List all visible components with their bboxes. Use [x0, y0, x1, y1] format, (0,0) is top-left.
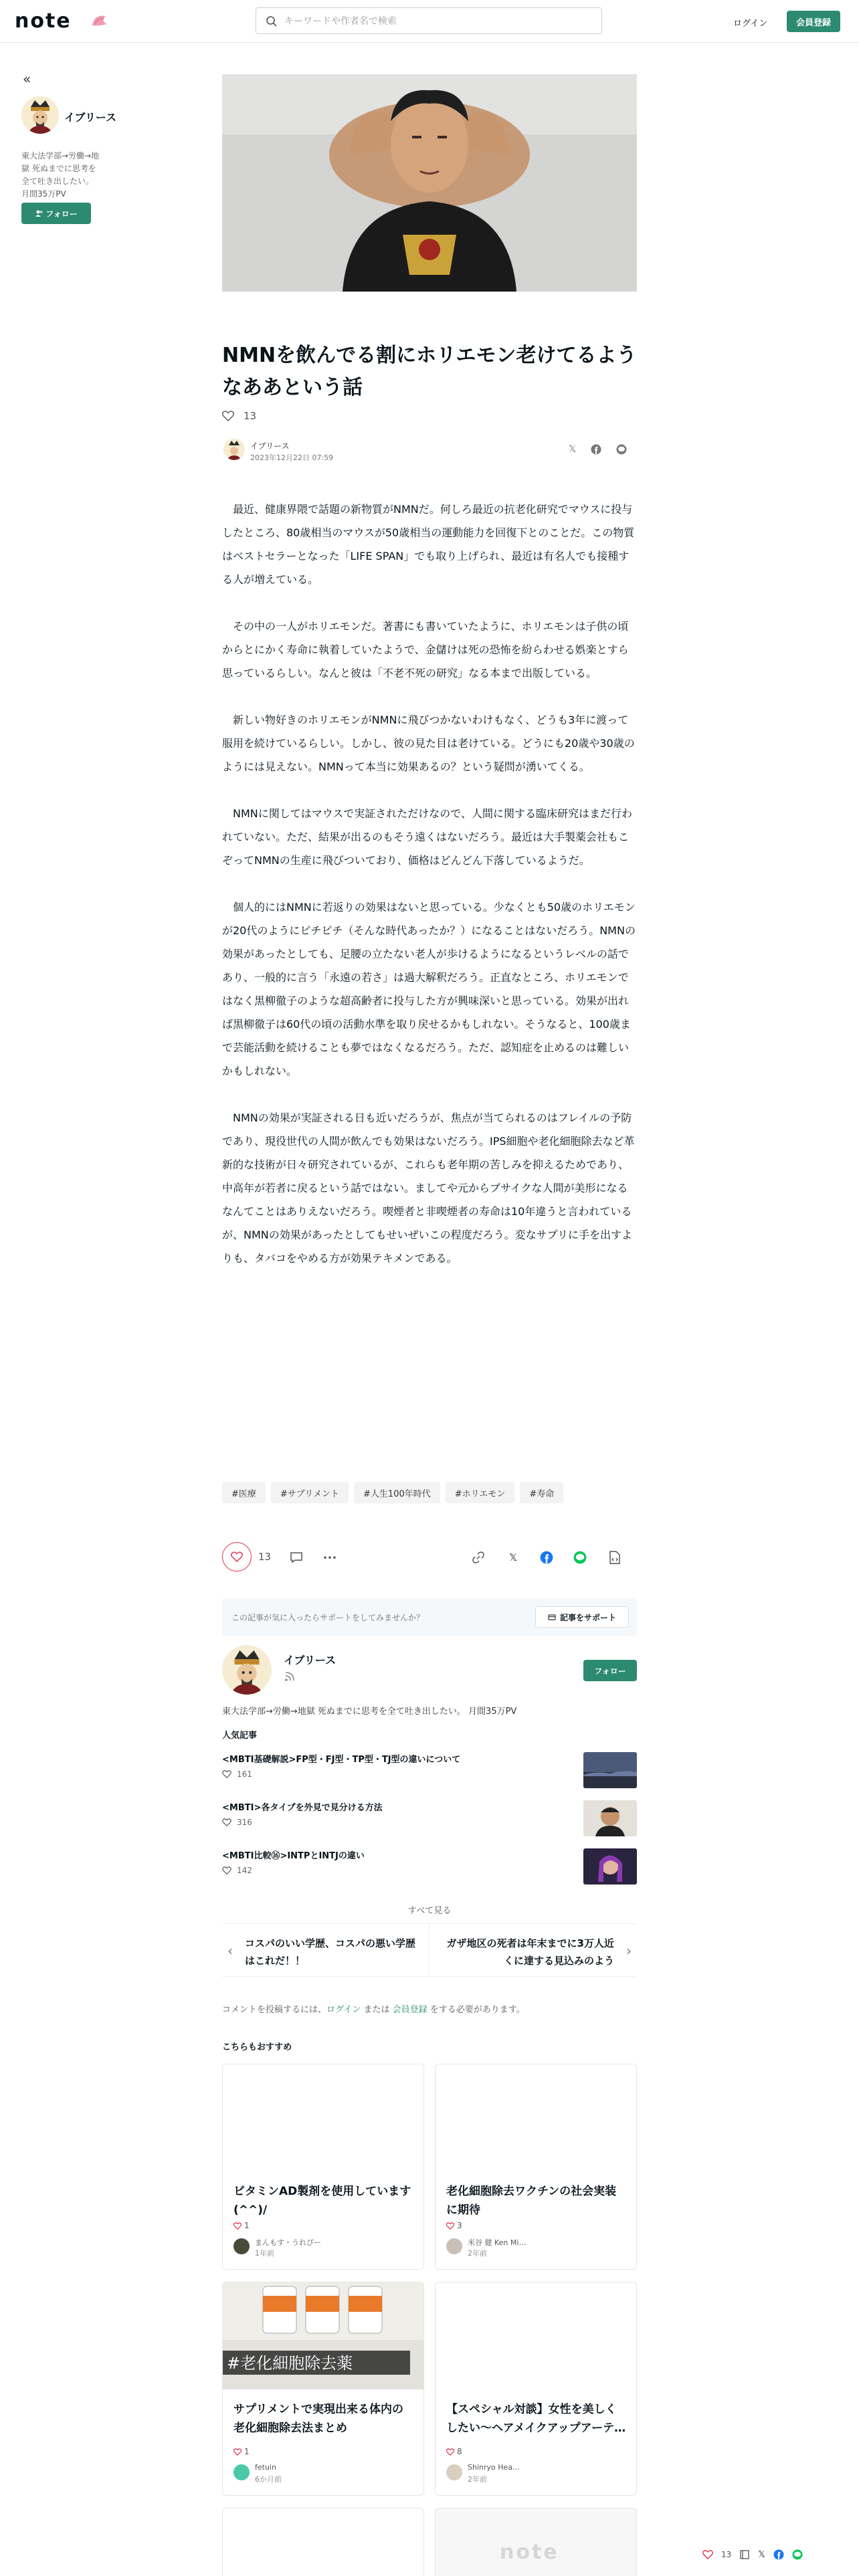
- like-button[interactable]: [222, 1542, 252, 1572]
- popular-item[interactable]: [222, 1752, 637, 1792]
- heart-icon: [222, 1818, 231, 1826]
- next-article-link[interactable]: [430, 1924, 637, 1977]
- recommend-heading: こちらもおすすめ: [222, 2042, 292, 2052]
- logo-mark-icon: [91, 13, 108, 27]
- card-time: 2年前: [468, 2475, 487, 2484]
- search-box[interactable]: [256, 7, 602, 34]
- profile-follow-button[interactable]: フォロー: [583, 1660, 637, 1681]
- site-header: [0, 0, 859, 43]
- card-user-avatar: [233, 2238, 250, 2254]
- x-share-icon[interactable]: 𝕏: [758, 2549, 765, 2560]
- recommend-card[interactable]: [435, 2064, 637, 2270]
- share-icons-top: [569, 444, 627, 455]
- recommend-card[interactable]: [435, 2508, 637, 2576]
- follow-label: フォロー: [45, 209, 78, 219]
- search-icon: [266, 15, 278, 27]
- support-button[interactable]: [535, 1606, 629, 1628]
- floating-action-bar: [702, 2547, 803, 2563]
- more-icon[interactable]: [322, 1550, 337, 1565]
- placeholder-note-logo: note: [500, 2541, 559, 2564]
- tag[interactable]: #サプリメント: [271, 1482, 349, 1503]
- popular-like-count: 161: [237, 1769, 252, 1779]
- line-share-icon[interactable]: [573, 1550, 587, 1565]
- popular-like-count: 142: [237, 1866, 252, 1875]
- x-share-icon[interactable]: 𝕏: [569, 444, 577, 455]
- card-time: 6か月前: [255, 2475, 282, 2484]
- card-user-avatar: [233, 2464, 250, 2480]
- article-actions: [222, 1542, 637, 1573]
- card-like-count: 8: [457, 2447, 462, 2456]
- embed-icon[interactable]: [607, 1550, 622, 1565]
- card-like-count: 3: [457, 2221, 462, 2230]
- card-title: 老化細胞除去ワクチンの社会実装に期待: [446, 2185, 617, 2217]
- heart-icon: [446, 2222, 454, 2230]
- prev-article-title: コスパのいい学歴、コスパの悪い学歴はこれだ！！: [245, 1937, 416, 1967]
- heart-icon: [233, 2448, 242, 2456]
- author-avatar[interactable]: [21, 96, 59, 134]
- login-link[interactable]: ログイン: [733, 19, 768, 29]
- popular-thumbnail: [583, 1848, 637, 1885]
- card-time: 1年前: [255, 2249, 274, 2258]
- recommend-card[interactable]: [222, 2282, 424, 2496]
- article-paragraph: 個人的にはNMNに若返りの効果はないと思っている。少なくとも50歳のホリエモンが20代のようにピチピチ（そんな時代あったか？）になることはないだろう。NMNの効果があったとしても、足腰の立たない老人が歩けるようになるというレベルの話であり、一般的に言う「永遠の若さ」は過大解釈だろう。正直なところ、ホリエモンではなく黒柳徹子のような超高齢者に投与した方が興味深いと思っている。効果が出れば黒柳徹子は60代の頃の活動水準を取り戻せるかもしれない。そうなると、100歳まで芸能活動を続けることも夢ではなくなるだろう。ただ、認知症を止めるのは難しいかもしれない。: [222, 901, 636, 1077]
- heart-icon: [233, 2222, 242, 2230]
- collapse-sidebar-icon[interactable]: «: [23, 71, 31, 87]
- profile-avatar[interactable]: [222, 1645, 272, 1695]
- card-like-count: 1: [244, 2447, 250, 2456]
- tag[interactable]: #医療: [222, 1482, 266, 1503]
- card-time: 2年前: [468, 2249, 487, 2258]
- tag[interactable]: #寿命: [520, 1482, 563, 1503]
- article-body: [222, 498, 637, 1293]
- like-count: 13: [258, 1551, 272, 1563]
- support-button-label: 記事をサポート: [559, 1612, 616, 1622]
- author-avatar-small[interactable]: [223, 439, 245, 460]
- rss-icon[interactable]: [285, 1672, 294, 1681]
- article-author-row: [222, 439, 637, 463]
- line-share-icon[interactable]: [616, 444, 627, 455]
- heart-icon[interactable]: [222, 411, 234, 421]
- article-paragraph: NMNの効果が実証される日も近いだろうが、焦点が当てられるのはフレイルの予防であり、現役世代の人間が飲んでも効果はないだろう。IPS細胞や老化細胞除去など革新的な技術が日々研究されているが、これらも老年期の苦しみを抑えるためであり、中高年が若者に戻るという話ではない。ましてや元からブサイクな人間が美形になるなんてことはありえないだろう。喫煙者と非喫煙者の寿命は10年違うと言われているが、NMNの効果があったとしてもせいぜいこの程度だろう。変なサプリに手を出すよりも、タバコをやめる方が効果テキメンである。: [222, 1111, 635, 1265]
- see-all-link[interactable]: すべて見る: [407, 1906, 452, 1916]
- tag[interactable]: #ホリエモン: [446, 1482, 515, 1503]
- comment-login-link[interactable]: ログイン: [326, 2005, 361, 2015]
- note-logo[interactable]: note: [15, 9, 72, 33]
- popular-heading: 人気記事: [222, 1731, 258, 1741]
- popular-thumbnail: [583, 1752, 637, 1788]
- article-navigation: [222, 1923, 637, 1977]
- comment-signup-link[interactable]: 会員登録: [392, 2005, 427, 2015]
- heart-icon: [446, 2448, 454, 2456]
- popular-thumbnail: [583, 1800, 637, 1836]
- card-user-name: Shinryo Hea…: [468, 2463, 520, 2472]
- card-image: [436, 2282, 636, 2389]
- popular-item-title: <MBTI>各タイプを外見で見分ける方法: [222, 1803, 383, 1813]
- magazine-icon[interactable]: [739, 2549, 750, 2560]
- article-paragraph: その中の一人がホリエモンだ。著書にも書いていたように、ホリエモンは子供の頃からとにかく寿命に執着していたようで、金儲けは死の恐怖を紛らわせる娯楽とすら思っているらしい。なんと彼は「不老不死の研究」なる本まで出版している。: [222, 620, 629, 679]
- article-paragraph: NMNに関してはマウスで実証されただけなので、人間に関する臨床研究はまだ行われていない。ただ、結果が出るのもそう遠くはないだろう。最近は大手製薬会社もこぞってNMNの生産に飛びついており、価格はどんどん下落しているようだ。: [222, 807, 632, 867]
- comment-icon[interactable]: [289, 1550, 304, 1565]
- profile-name[interactable]: イブリース: [284, 1654, 337, 1667]
- article-paragraph: 新しい物好きのホリエモンがNMNに飛びつかないわけもなく、どうも3年に渡って服用を続けているらしい。しかし、彼の見た目は老けている。どうにも20歳や30歳のようには見えない。NMNって本当に効果あるの？という疑問が湧いてくる。: [222, 714, 635, 773]
- popular-item-likes: [222, 1769, 252, 1779]
- popular-item-title: <MBTI比較⑯>INTPとINTJの違い: [222, 1851, 365, 1861]
- card-title: サプリメントで実現出来る体内の老化細胞除去法まとめ: [233, 2403, 403, 2435]
- profile-bio: 東大法学部→労働→地獄 死ぬまでに思考を全て吐き出したい。 月間35万PV: [222, 1707, 517, 1717]
- author-bio: 東大法学部→労働→地獄 死ぬまでに思考を全て吐き出したい。 月間35万PV: [21, 151, 100, 199]
- card-user-name: fetuin: [255, 2463, 276, 2472]
- signup-button[interactable]: 会員登録: [787, 11, 840, 32]
- facebook-share-icon[interactable]: [773, 2549, 784, 2560]
- card-like-count: 1: [244, 2221, 250, 2230]
- heart-icon: [231, 1551, 243, 1562]
- follow-button[interactable]: [21, 203, 91, 224]
- card-image-overlay-text: #老化細胞除去薬: [227, 2354, 353, 2373]
- article-paragraph: 最近、健康界隈で話題の新物質がNMNだ。何しろ最近の抗老化研究でマウスに投与したところ、80歳相当のマウスが50歳相当の運動能力を回復下とのことだ。この物質はベストセラーとなった「LIFE SPAN」でも取り上げられ、最近は有名人でも接種する人が増えている。: [222, 503, 635, 586]
- facebook-share-icon[interactable]: [591, 444, 601, 455]
- popular-like-count: 316: [237, 1818, 252, 1827]
- recommend-card[interactable]: [222, 2064, 424, 2270]
- article-author-name[interactable]: イブリース: [250, 441, 290, 451]
- chevron-left-icon: ‹: [227, 1943, 233, 1959]
- link-icon[interactable]: [471, 1550, 486, 1565]
- support-box: [222, 1598, 637, 1636]
- card-user-avatar: [446, 2464, 462, 2480]
- floating-like-count: 13: [721, 2550, 732, 2559]
- heart-icon: [222, 1770, 231, 1778]
- search-input[interactable]: [284, 14, 592, 29]
- title-like-row: [222, 410, 256, 422]
- facebook-share-icon[interactable]: [539, 1550, 554, 1565]
- tag-list: [222, 1482, 563, 1503]
- author-name[interactable]: イブリース: [64, 111, 117, 124]
- recommend-card[interactable]: [435, 2282, 637, 2496]
- support-prompt: この記事が気に入ったらサポートをしてみませんか？: [231, 1613, 425, 1622]
- popular-item-title: <MBTI基礎解説>FP型・FJ型・TP型・TJ型の違いについて: [222, 1755, 461, 1765]
- x-share-icon[interactable]: 𝕏: [508, 1551, 518, 1564]
- next-article-title: ガザ地区の死者は年末までに3万人近くに達する見込みのよう: [446, 1937, 614, 1967]
- popular-item[interactable]: [222, 1800, 637, 1840]
- card-user-name: まんもす・うれぴー: [255, 2238, 321, 2247]
- article-date: 2023年12月22日 07:59: [250, 453, 334, 462]
- support-icon: [548, 1613, 556, 1621]
- card-image: [223, 2064, 423, 2171]
- card-title: 【スペシャル対談】女性を美しくしたい〜ヘアメイクアップアーテ…: [446, 2403, 626, 2435]
- heart-icon[interactable]: [702, 2550, 713, 2559]
- card-image: [436, 2064, 636, 2171]
- popular-item-likes: [222, 1866, 252, 1875]
- hero-image: [222, 74, 637, 292]
- comment-note-text: または: [361, 2005, 393, 2015]
- card-likes: [233, 2447, 250, 2456]
- line-share-icon[interactable]: [792, 2549, 803, 2560]
- prev-article-link[interactable]: [222, 1924, 430, 1977]
- chevron-right-icon: ›: [626, 1943, 632, 1959]
- tag[interactable]: #人生100年時代: [354, 1482, 440, 1503]
- popular-item[interactable]: [222, 1848, 637, 1889]
- article-title: NMNを飲んでる割にホリエモン老けてるようなああという話: [222, 344, 637, 399]
- heart-icon: [222, 1866, 231, 1874]
- popular-item-likes: [222, 1818, 252, 1827]
- title-like-count: 13: [244, 410, 257, 422]
- comment-note-text: コメントを投稿するには、: [222, 2005, 327, 2015]
- card-user-name: 米谷 健 Ken Mi…: [468, 2238, 527, 2247]
- recommend-card[interactable]: [222, 2508, 424, 2576]
- card-likes: [446, 2221, 462, 2230]
- card-user-avatar: [446, 2238, 462, 2254]
- card-image: [223, 2282, 423, 2389]
- comment-note: [222, 2002, 525, 2015]
- card-likes: [446, 2447, 462, 2456]
- card-likes: [233, 2221, 250, 2230]
- add-user-icon: [35, 209, 43, 217]
- card-title: ビタミンAD製剤を使用しています(^^)/: [233, 2185, 411, 2217]
- comment-note-text: をする必要があります。: [427, 2005, 525, 2015]
